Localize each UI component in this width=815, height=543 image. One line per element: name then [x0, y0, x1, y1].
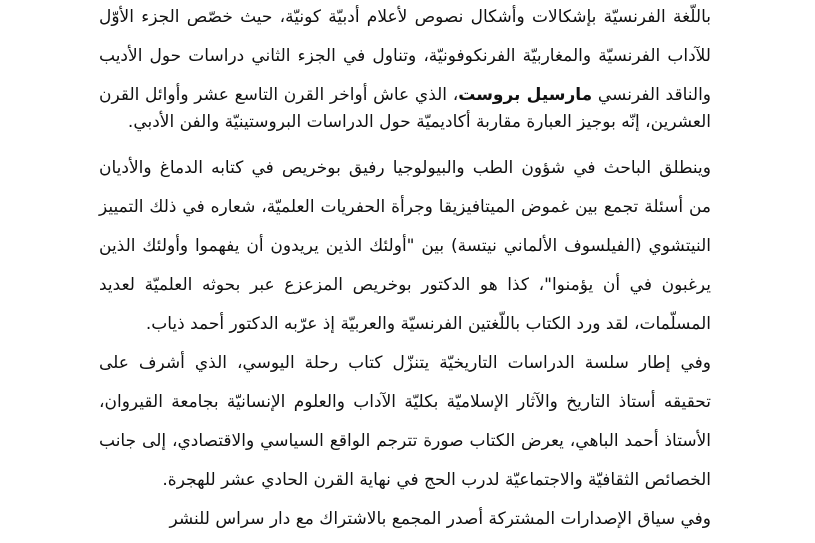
- text-line-2: للآداب الفرنسيّة والمغاربيّة الفرنكوفونيّة، وتناول في الجزء الثاني دراسات حول الأديب: [99, 46, 711, 66]
- text-line-4: العشرين، إنّه بوجيز العبارة مقاربة أكاديميّة حول الدراسات البروستينيّة والفن الأدبي.: [127, 112, 711, 132]
- text-line-11: تحقيقه أستاذ التاريخ والآثار الإسلاميّة بكليّة الآداب والعلوم الإنسانيّة بجامعة القيروان،: [99, 392, 711, 412]
- text-line-3-start: والناقد الفرنسي: [592, 85, 711, 105]
- text-line-3: [99, 84, 711, 106]
- text-line-8: يرغبون في أن يؤمنوا"، كذا هو الدكتور بوخريص المزعزع عبر بحوثه العلميّة لعديد: [99, 275, 711, 295]
- text-line-6: من أسئلة تجمع بين غموض الميتافيزيقا وجرأة الحفريات العلميّة، شعاره في ذلك التمييز: [99, 197, 711, 217]
- text-line-14: وفي سياق الإصدارات المشتركة أصدر المجمع بالاشتراك مع دار سراس للنشر: [169, 509, 711, 529]
- text-line-7: النيتشوي (الفيلسوف الألماني نيتسة) بين "أولئك الذين يريدون أن يفهموا وأولئك الذين: [99, 236, 711, 256]
- text-line-12: الأستاذ أحمد الباهي، يعرض الكتاب صورة تترجم الواقع السياسي والاقتصادي، إلى جانب: [99, 431, 711, 451]
- text-line-10: وفي إطار سلسة الدراسات التاريخيّة يتنزّل كتاب رحلة اليوسي، الذي أشرف على: [99, 353, 711, 373]
- marcel-proust-name: مارسيل بروست: [458, 85, 593, 105]
- text-line-13: الخصائص الثقافيّة والاجتماعيّة لدرب الحج في نهاية القرن الحادي عشر للهجرة.: [162, 470, 711, 490]
- text-line-5: وينطلق الباحث في شؤون الطب والبيولوجيا رفيق بوخريص في كتابه الدماغ والأديان: [99, 158, 711, 178]
- text-line-1: باللّغة الفرنسيّة بإشكالات وأشكال نصوص لأعلام أدبيّة كونيّة، حيث خصّص الجزء الأوّل: [99, 7, 711, 27]
- text-line-3-end: ، الذي عاش أواخر القرن التاسع عشر وأوائل القرن: [99, 85, 459, 105]
- text-line-9: المسلّمات، لقد ورد الكتاب باللّغتين الفرنسيّة والعربيّة إذ عرّبه الدكتور أحمد ذياب.: [145, 314, 711, 334]
